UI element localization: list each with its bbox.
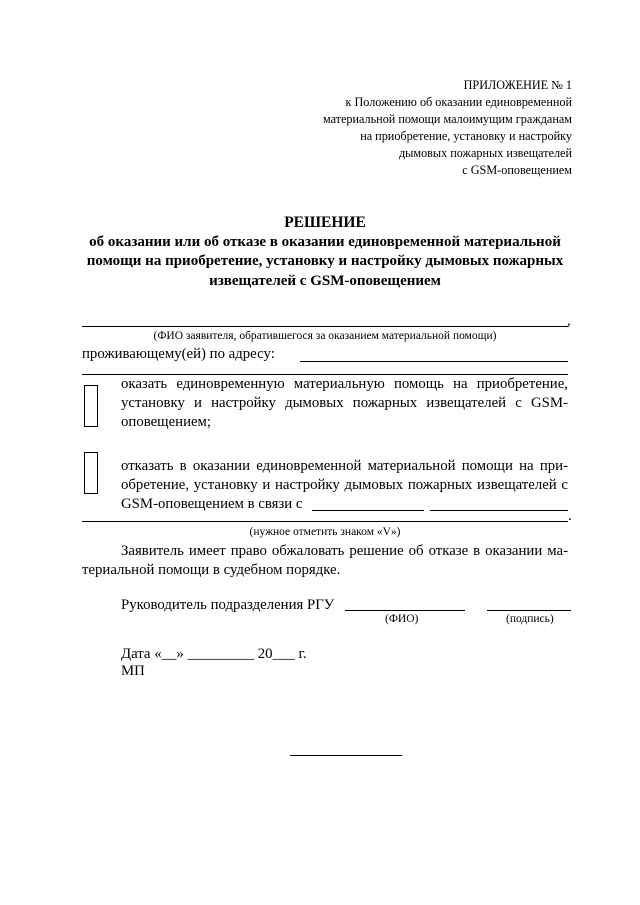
signature-fio-line[interactable] <box>345 610 465 611</box>
bottom-separator <box>290 755 402 756</box>
applicant-caption: (ФИО заявителя, обратившегося за оказанием материальной помощи) <box>153 330 497 342</box>
refuse-line: обретение, установку и настройку дымовых пожарных извещателей с <box>121 477 568 493</box>
signature-sign-line[interactable] <box>487 610 571 611</box>
grant-checkbox[interactable] <box>84 385 98 427</box>
date-field[interactable]: Дата «__» _________ 20___ г. <box>121 646 307 662</box>
appendix-header <box>252 77 572 179</box>
appendix-line: с GSM-оповещением <box>462 163 572 177</box>
refuse-line: GSM-оповещением в связи с <box>121 496 303 512</box>
signature-label: Руководитель подразделения РГУ <box>121 597 335 613</box>
appeal-text <box>82 542 568 580</box>
appendix-line: к Положению об оказании единовременной <box>345 95 572 109</box>
grant-line: оказать единовременную материальную помощь на приобретение, <box>121 376 568 392</box>
refuse-reason-line-3[interactable] <box>82 521 568 522</box>
appendix-line: ПРИЛОЖЕНИЕ № 1 <box>463 78 572 92</box>
sign-caption: (подпись) <box>506 613 554 625</box>
title-line: об оказании или об отказе в оказании единовременной материальной <box>89 233 561 250</box>
appendix-line: дымовых пожарных извещателей <box>398 146 572 160</box>
appendix-line: на приобретение, установку и настройку <box>360 129 572 143</box>
applicant-name-line[interactable] <box>82 326 568 327</box>
refuse-option-text <box>121 457 568 514</box>
document-title <box>70 213 580 291</box>
refuse-reason-line-1[interactable] <box>312 510 424 511</box>
fio-caption: (ФИО) <box>385 613 419 625</box>
refuse-period: . <box>568 508 572 524</box>
stamp-label: МП <box>121 663 145 679</box>
grant-line: установку и настройку дымовых пожарных извещателей с GSM- <box>121 395 568 411</box>
address-line-1[interactable] <box>300 361 568 362</box>
refuse-reason-line-2[interactable] <box>430 510 568 511</box>
appeal-line: Заявитель имеет право обжаловать решение об отказе в оказании ма- <box>121 543 568 559</box>
grant-option-text <box>121 375 568 432</box>
appeal-line: териальной помощи в судебном порядке. <box>82 562 341 578</box>
title-line: извещателей с GSM-оповещением <box>209 272 441 289</box>
address-label: проживающему(ей) по адресу: <box>82 346 275 362</box>
title-heading: РЕШЕНИЕ <box>284 214 366 231</box>
grant-line: оповещением; <box>121 414 212 430</box>
mark-note: (нужное отметить знаком «V») <box>249 526 401 538</box>
applicant-comma: , <box>567 313 571 329</box>
appendix-line: материальной помощи малоимущим гражданам <box>322 112 572 126</box>
refuse-line: отказать в оказании единовременной материальной помощи на при- <box>121 458 568 474</box>
title-line: помощи на приобретение, установку и настройку дымовых пожарных <box>86 253 564 269</box>
refuse-checkbox[interactable] <box>84 452 98 494</box>
